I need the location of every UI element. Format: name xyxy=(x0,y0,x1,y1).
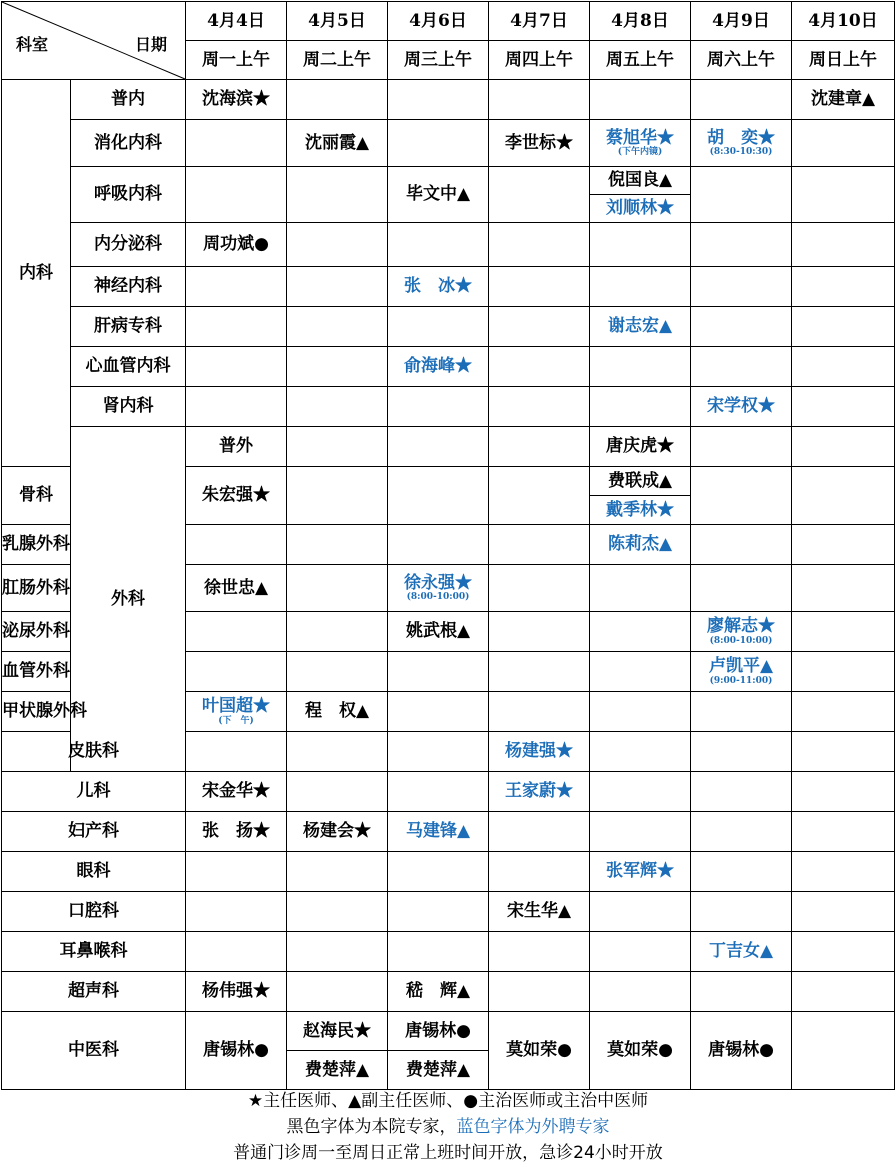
doctor-cell xyxy=(691,120,792,167)
doctor-name: 叶国超★ xyxy=(202,696,270,717)
day-header: 周四上午 xyxy=(489,41,590,80)
doctor-cell: 沈建章▲ xyxy=(792,80,895,120)
doctor-cell xyxy=(186,692,287,732)
doctor-cell xyxy=(590,120,691,167)
doctor-cell xyxy=(388,120,489,167)
doctor-cell: 费楚萍▲ xyxy=(388,1051,489,1090)
doctor-cell: 唐锡林● xyxy=(388,1012,489,1051)
doctor-cell: 李世标★ xyxy=(489,120,590,167)
table-row xyxy=(2,772,895,812)
dept-label: 科室 xyxy=(16,35,49,54)
doctor-cell: 丁吉女▲ xyxy=(691,932,792,972)
doctor-cell xyxy=(792,1012,895,1090)
time-note: (8:00-10:00) xyxy=(709,635,773,646)
doctor-cell: 姚武根▲ xyxy=(388,612,489,652)
legend-symbols: ★主任医师、▲副主任医师、●主治医师或主治中医师 xyxy=(247,1091,649,1111)
date-label: 日期 xyxy=(134,35,167,54)
doctor-cell: 张 冰★ xyxy=(388,267,489,307)
doctor-name: 廖解志★ xyxy=(707,616,775,637)
time-note: (9:00-11:00) xyxy=(709,675,773,686)
time-note: (8:00-10:00) xyxy=(406,592,470,603)
dept-name: 血管外科 xyxy=(2,652,71,692)
day-header: 周三上午 xyxy=(388,41,489,80)
dept-name: 乳腺外科 xyxy=(2,525,71,565)
day-header: 周日上午 xyxy=(792,41,895,80)
dept-name: 肛肠外科 xyxy=(2,565,71,612)
doctor-cell xyxy=(691,652,792,692)
table-row xyxy=(2,732,895,772)
doctor-cell: 王家蔚★ xyxy=(489,772,590,812)
doctor-cell: 刘顺林★ xyxy=(590,195,691,223)
date-header: 4月4日 xyxy=(186,2,287,41)
time-note: (8:30-10:30) xyxy=(709,147,773,158)
date-header: 4月7日 xyxy=(489,2,590,41)
date-header: 4月6日 xyxy=(388,2,489,41)
table-row xyxy=(2,892,895,932)
doctor-name: 胡 奕★ xyxy=(707,127,775,148)
doctor-cell: 俞海峰★ xyxy=(388,347,489,387)
table-row xyxy=(2,852,895,892)
doctor-cell xyxy=(691,167,792,223)
group-label-internal: 内科 xyxy=(2,80,71,467)
day-header: 周五上午 xyxy=(590,41,691,80)
dept-name: 骨科 xyxy=(2,467,71,525)
dept-name: 内分泌科 xyxy=(71,223,186,267)
doctor-cell xyxy=(792,167,895,223)
doctor-cell: 杨建强★ xyxy=(489,732,590,772)
doctor-cell: 杨建会★ xyxy=(287,812,388,852)
date-header: 4月10日 xyxy=(792,2,895,41)
table-row xyxy=(2,167,895,195)
doctor-cell: 费楚萍▲ xyxy=(287,1051,388,1090)
dept-name: 耳鼻喉科 xyxy=(2,932,186,972)
doctor-cell: 唐庆虎★ xyxy=(590,427,691,467)
dept-name: 普外 xyxy=(186,427,287,467)
doctor-cell: 马建锋▲ xyxy=(388,812,489,852)
doctor-cell: 宋生华▲ xyxy=(489,892,590,932)
doctor-name: 蔡旭华★ xyxy=(606,127,674,148)
doctor-cell: 陈莉杰▲ xyxy=(590,525,691,565)
doctor-cell: 莫如荣● xyxy=(489,1012,590,1090)
dept-name: 中医科 xyxy=(2,1012,186,1090)
time-note: (下 午) xyxy=(218,715,254,726)
doctor-cell: 毕文中▲ xyxy=(388,167,489,223)
dept-name: 甲状腺外科 xyxy=(2,692,71,732)
table-row xyxy=(2,223,895,267)
doctor-cell: 沈丽霞▲ xyxy=(287,120,388,167)
dept-name: 儿科 xyxy=(2,772,186,812)
doctor-cell: 宋金华★ xyxy=(186,772,287,812)
doctor-cell xyxy=(287,167,388,223)
dept-name: 超声科 xyxy=(2,972,186,1012)
doctor-cell: 周功斌● xyxy=(186,223,287,267)
doctor-cell: 戴季林★ xyxy=(590,496,691,525)
doctor-name: 卢凯平▲ xyxy=(708,656,774,677)
dept-name: 呼吸内科 xyxy=(71,167,186,223)
doctor-cell xyxy=(489,167,590,223)
table-row xyxy=(2,1012,895,1051)
legend-blue-text: 蓝色字体为外聘专家 xyxy=(456,1117,610,1137)
doctor-cell: 赵海民★ xyxy=(287,1012,388,1051)
doctor-cell: 张 扬★ xyxy=(186,812,287,852)
table-row xyxy=(2,307,895,347)
table-row xyxy=(2,267,895,307)
legend-hours: 普通门诊周一至周日正常上班时间开放，急诊24小时开放 xyxy=(233,1143,663,1163)
doctor-cell: 谢志宏▲ xyxy=(590,307,691,347)
date-header: 4月8日 xyxy=(590,2,691,41)
date-header: 4月5日 xyxy=(287,2,388,41)
doctor-cell: 张军辉★ xyxy=(590,852,691,892)
dept-name: 肾内科 xyxy=(71,387,186,427)
doctor-cell: 宋学权★ xyxy=(691,387,792,427)
dept-name: 肝病专科 xyxy=(71,307,186,347)
doctor-cell: 倪国良▲ xyxy=(590,167,691,195)
dept-name: 神经内科 xyxy=(71,267,186,307)
day-header: 周六上午 xyxy=(691,41,792,80)
doctor-cell: 程 权▲ xyxy=(287,692,388,732)
doctor-cell: 朱宏强★ xyxy=(186,467,287,525)
table-row xyxy=(2,387,895,427)
doctor-cell xyxy=(792,120,895,167)
dept-name: 心血管内科 xyxy=(71,347,186,387)
doctor-cell: 杨伟强★ xyxy=(186,972,287,1012)
doctor-cell xyxy=(388,80,489,120)
doctor-cell xyxy=(287,80,388,120)
date-header: 4月9日 xyxy=(691,2,792,41)
doctor-cell: 费联成▲ xyxy=(590,467,691,496)
doctor-cell: 沈海滨★ xyxy=(186,80,287,120)
dept-name: 泌尿外科 xyxy=(2,612,71,652)
doctor-cell: 徐世忠▲ xyxy=(186,565,287,612)
corner-header xyxy=(2,2,186,80)
dept-name: 普内 xyxy=(71,80,186,120)
legend-black-text: 黑色字体为本院专家， xyxy=(286,1117,457,1137)
dept-name: 眼科 xyxy=(2,852,186,892)
dept-name: 口腔科 xyxy=(2,892,186,932)
doctor-cell xyxy=(691,80,792,120)
doctor-cell: 莫如荣● xyxy=(590,1012,691,1090)
time-note: (下午内镜) xyxy=(617,147,663,158)
table-row xyxy=(2,972,895,1012)
day-header: 周一上午 xyxy=(186,41,287,80)
day-header: 周二上午 xyxy=(287,41,388,80)
doctor-cell xyxy=(691,612,792,652)
doctor-cell xyxy=(186,120,287,167)
doctor-cell xyxy=(590,80,691,120)
table-row xyxy=(2,812,895,852)
table-row xyxy=(2,80,895,120)
doctor-cell: 嵇 辉▲ xyxy=(388,972,489,1012)
table-row xyxy=(2,932,895,972)
doctor-cell xyxy=(186,167,287,223)
table-row xyxy=(2,120,895,167)
legend xyxy=(0,1088,896,1166)
dept-name: 妇产科 xyxy=(2,812,186,852)
doctor-cell xyxy=(489,80,590,120)
doctor-cell: 唐锡林● xyxy=(691,1012,792,1090)
schedule-table xyxy=(1,1,895,1090)
dept-name: 皮肤科 xyxy=(2,732,186,772)
doctor-cell: 唐锡林● xyxy=(186,1012,287,1090)
legend-colors xyxy=(0,1114,896,1140)
table-row xyxy=(2,427,895,467)
doctor-name: 徐永强★ xyxy=(404,572,472,593)
doctor-cell xyxy=(388,565,489,612)
table-row xyxy=(2,347,895,387)
dept-name: 消化内科 xyxy=(71,120,186,167)
group-label-surgery: 外科 xyxy=(71,427,186,772)
